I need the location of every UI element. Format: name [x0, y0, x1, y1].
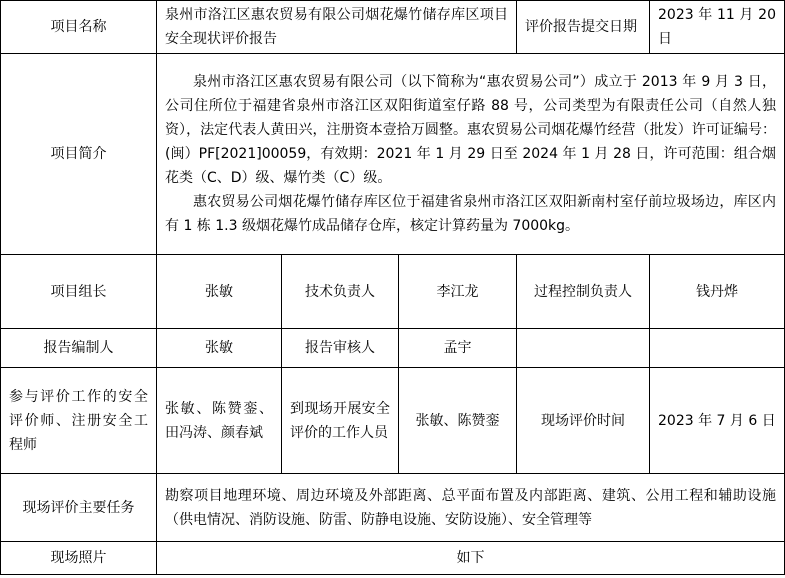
main-tasks-label: 现场评价主要任务 — [1, 474, 157, 542]
participants-value: 张敏、陈赞銮、田冯涛、颜春斌 — [157, 368, 282, 474]
submit-date-value: 2023 年 11 月 20 日 — [650, 1, 785, 54]
process-lead-label: 过程控制负责人 — [517, 255, 650, 329]
project-name-label: 项目名称 — [1, 1, 157, 54]
project-leader-row — [1, 255, 785, 329]
participants-label: 参与评价工作的安全评价师、注册安全工程师 — [1, 368, 157, 474]
report-reviewer-value: 孟宇 — [399, 329, 517, 368]
participants-row — [1, 368, 785, 474]
project-leader-value: 张敏 — [157, 255, 282, 329]
submit-date-label: 评价报告提交日期 — [517, 1, 650, 54]
project-intro-paragraph-1: 泉州市洛江区惠农贸易有限公司（以下简称为“惠农贸易公司”）成立于 2013 年 9 月 3 日，公司住所位于福建省泉州市洛江区双阳街道室仔路 88 号，公司类型为有限责任公司（自然人独资），法定代表人黄田兴，注册资本壹拾万圆整。惠农贸易公司烟花爆竹经营（批发）许可证编号：(闽）PF[2021]00059，有效期：2021 年 1 月 29 日至 2024 年 1 月 28 日，许可范围：组合烟花类（C、D）级、爆竹类（C）级。 — [165, 74, 776, 186]
project-name-value: 泉州市洛江区惠农贸易有限公司烟花爆竹储存库区项目安全现状评价报告 — [157, 1, 517, 54]
site-photos-row — [1, 542, 785, 575]
project-intro-label: 项目简介 — [1, 54, 157, 255]
onsite-staff-label: 到现场开展安全评价的工作人员 — [282, 368, 399, 474]
empty-cell-1 — [517, 329, 650, 368]
tech-lead-label: 技术负责人 — [282, 255, 399, 329]
project-name-row — [1, 1, 785, 54]
empty-cell-2 — [650, 329, 785, 368]
main-tasks-row — [1, 474, 785, 542]
onsite-time-label: 现场评价时间 — [517, 368, 650, 474]
project-leader-label: 项目组长 — [1, 255, 157, 329]
project-intro-row — [1, 54, 785, 255]
report-reviewer-label: 报告审核人 — [282, 329, 399, 368]
main-tasks-value: 勘察项目地理环境、周边环境及外部距离、总平面布置及内部距离、建筑、公用工程和辅助设施（供电情况、消防设施、防雷、防静电设施、安防设施）、安全管理等 — [157, 474, 785, 542]
site-photos-value: 如下 — [157, 542, 785, 575]
report-author-value: 张敏 — [157, 329, 282, 368]
report-author-label: 报告编制人 — [1, 329, 157, 368]
site-photos-label: 现场照片 — [1, 542, 157, 575]
project-intro-paragraph-2: 惠农贸易公司烟花爆竹储存库区位于福建省泉州市洛江区双阳新南村室仔前垃圾场边，库区内有 1 栋 1.3 级烟花爆竹成品储存仓库，核定计算药量为 7000kg。 — [165, 194, 776, 234]
tech-lead-value: 李江龙 — [399, 255, 517, 329]
onsite-time-value: 2023 年 7 月 6 日 — [650, 368, 785, 474]
project-intro-cell — [157, 54, 785, 255]
report-author-row — [1, 329, 785, 368]
process-lead-value: 钱丹烨 — [650, 255, 785, 329]
onsite-staff-value: 张敏、陈赞銮 — [399, 368, 517, 474]
